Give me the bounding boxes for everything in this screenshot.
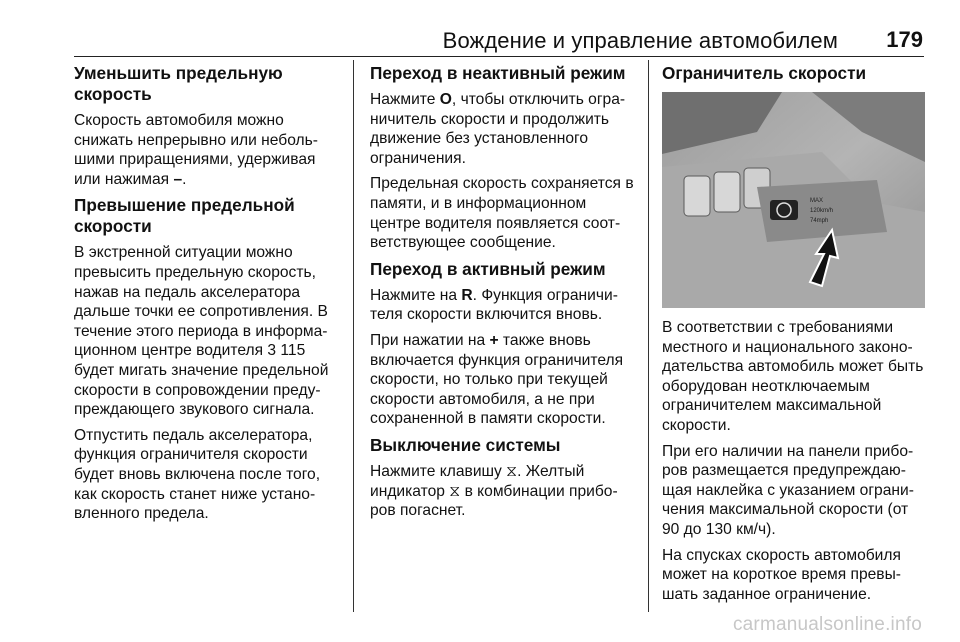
heading-speed-limiter: Ограничитель скорости [662,63,867,83]
photo-sticker-text-2: 120km/h [810,208,834,214]
photo-switch-2 [714,172,740,212]
o-button-symbol: O [439,91,452,108]
minus-symbol: – [173,170,183,188]
heading-system-off: Выключение системы [370,434,561,455]
column-1 [74,63,342,530]
column-divider-2 [648,60,649,612]
photo-switch-1 [684,176,710,216]
heading-inactive-mode: Переход в неактивный режим [370,63,626,83]
paragraph-active: Нажмите на R. Функция ограничителя скорости включится вновь. [370,286,618,324]
column-2 [370,63,638,527]
page-ref-icon: 3 [267,342,277,360]
r-button-symbol: R [461,286,473,304]
page-header [0,0,960,58]
paragraph-release: Отпустить педаль акселератора, функция ограничителя скорости будет вновь включена после того, как скорость станет ниже установленного предела. [74,426,321,523]
heading-exceed-limit: Превышение предельной скорости [74,195,295,237]
paragraph-exceed: В экстренной ситуации можно превысить предельную скорость, нажав на педаль акселератора дальше точки ее сопротивления. В течение этого периода в информационном центре водителя 3 115 будет мигать значение предельной скорости в сопровождении предупреждающего звукового сигнала. [74,244,329,419]
paragraph-system-off: Нажмите клавишу ⧖. Желтый индикатор ⧖ в комбинации приборов погаснет. [370,462,618,520]
paragraph-panel: При его наличии на панели приборов размещается предупреждающая наклейка с указанием ограничения максимальной скорости (от 90 до 130 км/ч). [662,442,914,538]
column-3 [662,63,928,610]
photo-sticker-text-3: 74mph [810,218,829,224]
heading-reduce-limit: Уменьшить предельную скорость [74,63,283,104]
paragraph-plus: При нажатии на + также вновь включается функция ограничителя скорости, но только при текущей скорости автомобиля, а не при сохраненной в памяти скорости. [370,331,624,428]
paragraph-legal: В соответствии с требованиями местного и национального законодательства автомобиль может быть оборудован неотключаемым ограничителем максимальной скорости. [662,319,924,434]
header-rule [74,56,924,57]
page-number: 179 [886,27,923,52]
paragraph-reduce: Скорость автомобиля можно снижать непрерывно или небольшими приращениями, удерживая или нажимая –. [74,112,318,188]
speed-limiter-indicator-icon: ⧖ [449,482,461,500]
heading-active-mode: Переход в активный режим [370,258,606,279]
watermark-text: carmanualsonline.info [732,614,922,635]
paragraph-memory: Предельная скорость сохраняется в памяти, и в информационном центре водителя появляется соответствующее сообщение. [370,175,634,252]
speed-limiter-icon: ⧖ [506,462,518,480]
paragraph-inactive: Нажмите O, чтобы отключить ограничитель скорости и продолжить движение без установленного ограничения. [370,91,626,167]
paragraph-slope: На спусках скорость автомобиля может на короткое время превышать заданное ограничение. [662,546,901,603]
photo-sticker-text-1: MAX [810,198,824,204]
plus-button-symbol: + [489,331,499,349]
section-title: Вождение и управление автомобилем [442,28,838,53]
column-divider-1 [353,60,354,612]
dashboard-sticker-photo [662,92,925,308]
